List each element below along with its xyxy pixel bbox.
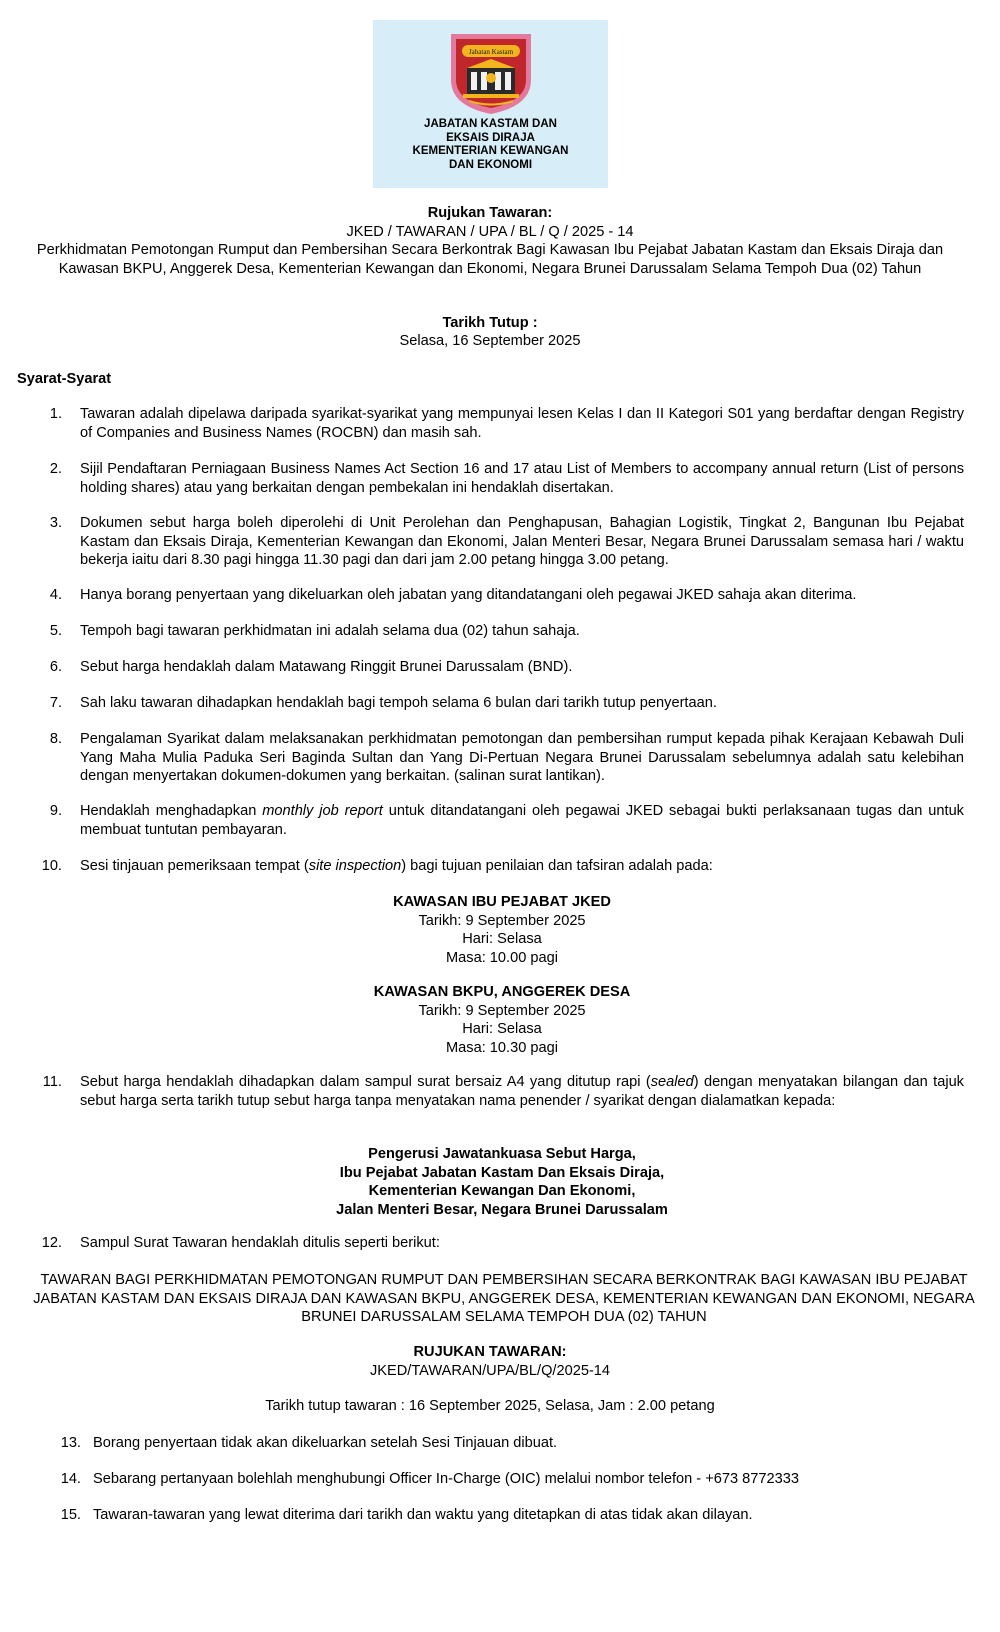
item-text: Sijil Pendaftaran Perniagaan Business Names Act Section 16 and 17 atau List of Members to accompany annual return (List of persons holding shares) atau yang berkaitan dengan pembekalan ini hendaklah disertakan. [80,461,964,496]
list-item [40,460,964,497]
envelope-ref-code: JKED/TAWARAN/UPA/BL/Q/2025-14 [369,1363,611,1379]
item-text: Tawaran-tawaran yang lewat diterima dari tarikh dan waktu yang ditetapkan di atas tidak akan dilayan. [93,1507,753,1523]
item-text-part: untuk ditandatangani oleh pegawai JKED sebagai bukti perlaksanaan tugas dan untuk membuat tuntutan pembayaran. [80,803,964,838]
item-text-emphasis: site inspection [308,858,402,874]
list-item [52,1506,952,1525]
item-text: Sebut harga hendaklah dalam Matawang Ringgit Brunei Darussalam (BND). [80,659,573,675]
item-number: 14. [60,1471,81,1487]
item-text [80,1073,964,1110]
item-number: 9. [49,803,62,819]
item-text [80,802,964,839]
site-inspection-jked [40,893,964,967]
site-day: Hari: Selasa [462,1021,542,1037]
envelope-ref-label: RUJUKAN TAWARAN: [413,1344,567,1360]
item-text: Tawaran adalah dipelawa daripada syarikat-syarikat yang mempunyai lesen Kelas I dan II Kategori S01 yang berdaftar dengan Registry of Companies and Business Names (ROCBN) dan masih sah. [80,406,964,441]
conditions-heading: Syarat-Syarat [17,371,112,387]
site-date: Tarikh: 9 September 2025 [418,912,586,929]
list-item [40,694,964,713]
list-item [40,1073,964,1110]
item-number: 7. [49,695,62,711]
site-date: Tarikh: 9 September 2025 [418,1002,586,1019]
list-item [52,1470,952,1489]
item-number: 11. [42,1074,62,1090]
site-inspection-bkpu [40,983,964,1057]
list-item [40,730,964,786]
item-text-part: ) bagi tujuan penilaian dan tafsiran adalah pada: [401,858,713,874]
item-text-emphasis: sealed [650,1074,694,1090]
ref-code: JKED / TAWARAN / UPA / BL / Q / 2025 - 14 [346,224,634,240]
list-item [40,622,964,641]
item-text: Pengalaman Syarikat dalam melaksanakan perkhidmatan pemotongan dan pembersihan rumput kepada pihak Kerajaan Kebawah Duli Yang Maha Mulia Paduka Seri Baginda Sultan dan Yang Di-Pertuan Negara Brunei Darussalam sebelumnya adalah satu kelebihan dengan menyertakan dokumen-dokumen yang berkaitan. (salinan surat lantikan). [80,731,964,784]
envelope-title: TAWARAN BAGI PERKHIDMATAN PEMOTONGAN RUMPUT DAN PEMBERSIHAN SECARA BERKONTRAK BAGI KAWASAN IBU PEJABAT JABATAN KASTAM DAN EKSAIS DIRAJA DAN KAWASAN BKPU, ANGGEREK DESA, KEMENTERIAN KEWANGAN DAN EKONOMI, NEGARA BRUNEI DARUSSALAM SELAMA TEMPOH DUA (02) TAHUN [33,1272,975,1325]
tender-title: Perkhidmatan Pemotongan Rumput dan Pembersihan Secara Berkontrak Bagi Kawasan Ibu Pejabat Jabatan Kastam dan Eksais Diraja dan Kawasan BKPU, Anggerek Desa, Kementerian Kewangan dan Ekonomi, Negara Brunei Darussalam Selama Tempoh Dua (02) Tahun [36,242,944,277]
address-line: Pengerusi Jawatankuasa Sebut Harga, [368,1146,636,1162]
list-item [52,1434,952,1453]
site-time: Masa: 10.00 pagi [446,949,558,966]
agency-name-line: DAN EKONOMI [448,158,533,171]
item-text: Tempoh bagi tawaran perkhidmatan ini adalah selama dua (02) tahun sahaja. [80,623,580,639]
close-label: Tarikh Tutup : [442,315,538,331]
item-number: 13. [60,1435,81,1451]
agency-name-line: KEMENTERIAN KEWANGAN [412,145,569,157]
emblem-ribbon-text: Jabatan Kastam [468,48,514,56]
site-time: Masa: 10.30 pagi [446,1039,558,1056]
agency-name-line: JABATAN KASTAM DAN [424,118,557,130]
item-number: 5. [49,623,62,639]
envelope-close-date: Tarikh tutup tawaran : 16 September 2025, Selasa, Jam : 2.00 petang [265,1398,715,1414]
list-item [40,857,964,876]
ref-label: Rujukan Tawaran: [427,205,553,221]
item-text-part: Sesi tinjauan pemeriksaan tempat ( [80,858,309,874]
list-item [40,802,964,839]
address-line: Jalan Menteri Besar, Negara Brunei Darussalam [336,1201,668,1218]
agency-name-line: EKSAIS DIRAJA [446,131,535,144]
close-date: Selasa, 16 September 2025 [399,333,581,349]
list-item [40,586,964,605]
item-text: Hanya borang penyertaan yang dikeluarkan oleh jabatan yang ditandatangani oleh pegawai JKED sahaja akan diterima. [80,587,857,603]
item-text-part: Sebut harga hendaklah dihadapkan dalam sampul surat bersaiz A4 yang ditutup rapi ( [80,1074,651,1090]
item-text-part: ) dengan menyatakan bilangan dan tajuk sebut harga serta tarikh tutup sebut harga tanpa menyatakan nama penender / syarikat dengan dialamatkan kepada: [80,1074,964,1109]
site-name: KAWASAN BKPU, ANGGEREK DESA [373,984,631,1000]
item-number: 10. [41,858,62,874]
item-text [80,857,964,876]
item-text-part: Hendaklah menghadapkan [80,803,263,819]
address-block [40,1145,964,1219]
list-item [40,514,964,570]
site-name: KAWASAN IBU PEJABAT JKED [393,894,611,910]
list-item [40,405,964,442]
item-text-emphasis: monthly job report [262,803,383,819]
item-text: Borang penyertaan tidak akan dikeluarkan setelah Sesi Tinjauan dibuat. [93,1435,558,1451]
item-number: 15. [60,1507,81,1523]
address-line: Kementerian Kewangan Dan Ekonomi, [368,1183,636,1199]
customs-emblem-icon [445,28,537,116]
item-number: 6. [49,659,62,675]
address-line: Ibu Pejabat Jabatan Kastam Dan Eksais Diraja, [339,1164,665,1181]
item-text: Sah laku tawaran dihadapkan hendaklah bagi tempoh selama 6 bulan dari tarikh tutup penyertaan. [80,695,717,711]
item-text: Sampul Surat Tawaran hendaklah ditulis seperti berikut: [80,1235,440,1251]
item-number: 4. [49,587,62,603]
item-number: 3. [49,515,62,531]
agency-logo [373,20,608,188]
item-number: 12. [41,1235,62,1251]
site-day: Hari: Selasa [462,931,542,947]
agency-name [373,118,608,172]
item-text: Sebarang pertanyaan bolehlah menghubungi Officer In-Charge (OIC) melalui nombor telefon - +673 8772333 [93,1471,799,1487]
list-item [40,1234,964,1253]
item-number: 2. [49,461,62,477]
item-number: 8. [49,731,62,747]
item-number: 1. [49,406,62,422]
list-item [40,658,964,677]
item-text: Dokumen sebut harga boleh diperolehi di Unit Perolehan dan Penghapusan, Bahagian Logistik, Tingkat 2, Bangunan Ibu Pejabat Kastam dan Eksais Diraja, Kementerian Kewangan dan Ekonomi, Jalan Menteri Besar, Negara Brunei Darussalam semasa hari / waktu bekerja iaitu dari 8.30 pagi hingga 11.30 pagi dan dari jam 2.00 petang hingga 3.00 petang. [80,515,964,568]
